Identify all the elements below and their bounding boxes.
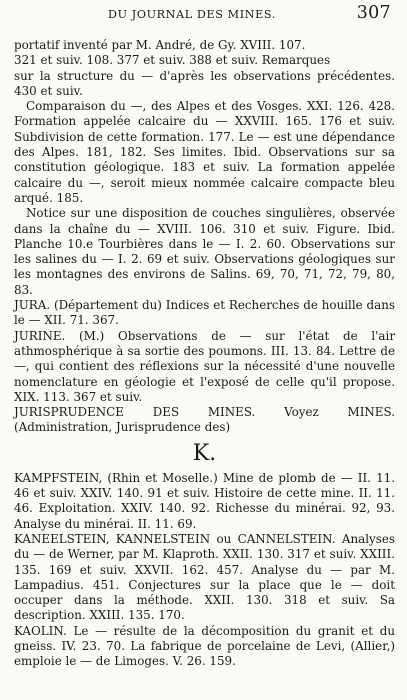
index-body [14, 38, 395, 670]
index-line: 321 et suiv. 108. 377 et suiv. 388 et suiv. Remarques [14, 53, 331, 68]
index-line: portatif inventé par M. André, de Gy. XVIII. 107. [14, 38, 306, 52]
running-head: DU JOURNAL DES MINES. [108, 8, 276, 21]
index-entry-jurisprudence: JURISPRUDENCE DES MINES. Voyez MINES. (Administration, Jurisprudence des) [14, 405, 395, 435]
index-entry-kaneelstein: KANEELSTEIN, KANNELSTEIN ou CANNELSTEIN. Analyses du — de Werner, par M. Klaproth. XXII. 130. 317 et suiv. XXIII. 135. 169 et suiv. XXVII. 162. 457. Analyse du — par M. Lampadius. 451. Conjectures sur la place que le — doit occuper dans la méthode. XXII. 130. 318 et suiv. Sa description. XXIII. 135. 170. [14, 531, 395, 623]
page-number: 307 [356, 3, 391, 23]
index-entry-jura: JURA. (Département du) Indices et Recherches de houille dans le — XII. 71. 367. [14, 298, 395, 328]
page-header [0, 2, 407, 32]
index-entry-jurine: JURINE. (M.) Observations de — sur l'état de l'air athmosphérique à sa sortie des poumons. III. 13. 84. Lettre de —, qui contient des réflexions sur la nécessité d'une nouvelle nomenclature en géologie et l'exposé de celle qu'il propose. XIX. 113. 367 et suiv. [14, 328, 395, 404]
index-paragraph: Notice sur une disposition de couches singulières, observée dans la chaîne du — XVIII. 106. 310 et suiv. Figure. Ibid. Planche 10.e Tourbières dans le — I. 2. 60. Observations sur les salines du — I. 2. 69 et suiv. Observations géologiques sur les montagnes des environs de Salins. 69, 70, 71, 72, 79, 80, 83. [14, 206, 395, 297]
index-line: sur la structure du — d'après les observations précédentes. 430 et suiv. [14, 68, 395, 98]
index-paragraph: Comparaison du —, des Alpes et des Vosges. XXI. 126. 428. Formation appelée calcaire du — XXVIII. 165. 176 et suiv. Subdivision de cette formation. 177. Le — est une dépendance des Alpes. 181, 182. Ses limites. Ibid. Observations sur sa constitution géologique. 183 et suiv. La formation appelée calcaire du —, seroit mieux nommée calcaire compacte bleu arqué. 185. [14, 99, 395, 205]
section-letter: K. [192, 440, 217, 466]
index-entry-kaolin: KAOLIN. Le — résulte de la décomposition du granit et du gneiss. IV. 23. 70. La fabrique de porcelaine de Levi, (Allier,) emploie le — de Limoges. V. 26. 159. [14, 623, 395, 669]
index-entry-kampfstein: KAMPFSTEIN, (Rhin et Moselle.) Mine de plomb de — II. 11. 46 et suiv. XXIV. 140. 91 et suiv. Histoire de cette mine. II. 11. 46. Exploitation. XXIV. 140. 92. Richesse du minérai. 92, 93. Analyse du minérai. II. 11. 69. [14, 470, 395, 531]
